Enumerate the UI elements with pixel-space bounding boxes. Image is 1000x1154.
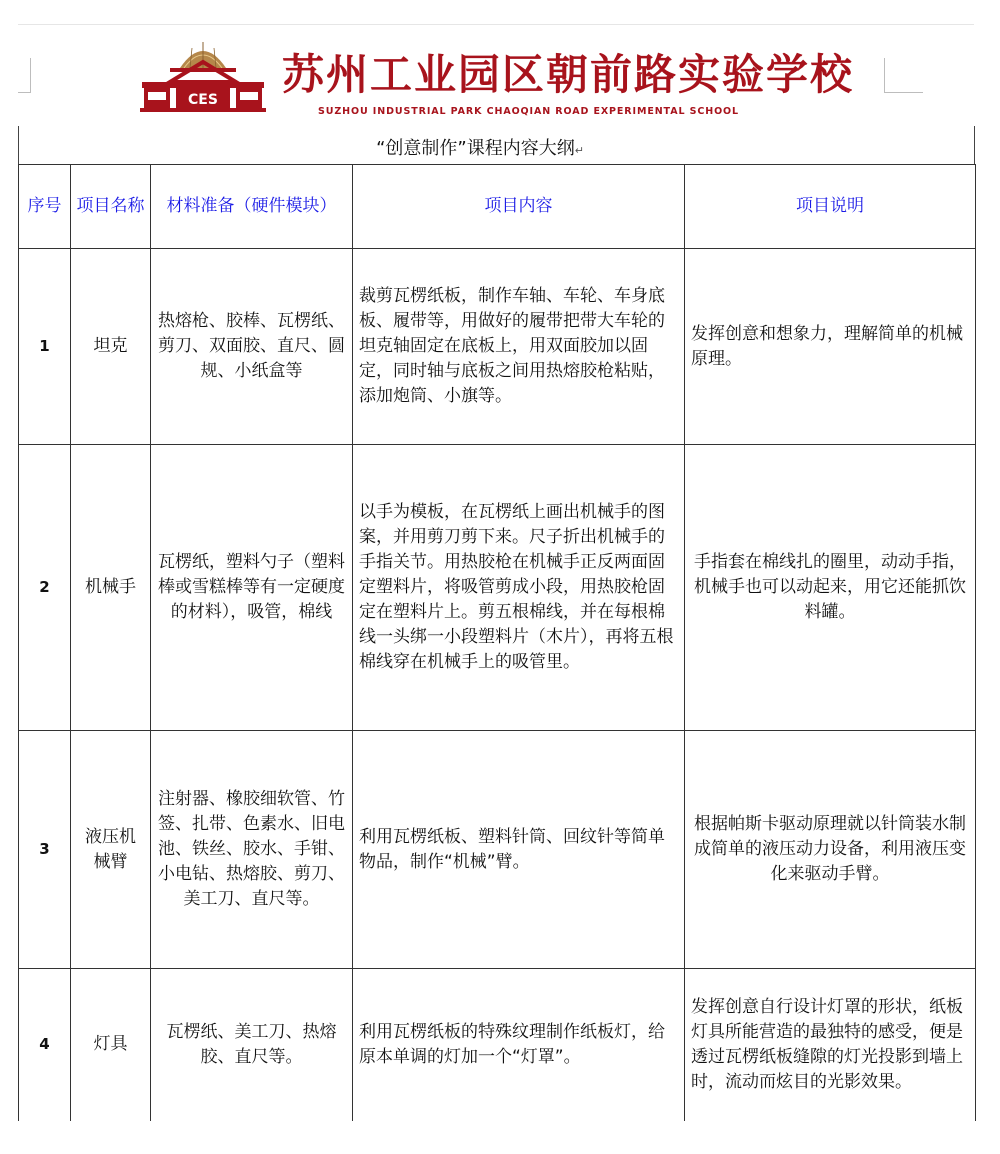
- row-number: 4: [19, 969, 71, 1121]
- content-cell: 以手为模板，在瓦楞纸上画出机械手的图案，并用剪刀剪下来。尺子折出机械手的手指关节。用热胶枪在机械手正反两面固定塑料片，将吸管剪成小段，用热胶枪固定在塑料片上。剪五根棉线，并在每根棉线一头绑一小段塑料片（木片），再将五根棉线穿在机械手上的吸管里。: [353, 445, 685, 731]
- table-row: [19, 445, 976, 731]
- project-name: 液压机械臂: [71, 731, 151, 969]
- column-header-description: 项目说明: [685, 165, 976, 249]
- crop-mark-left: [18, 58, 31, 93]
- table-row: [19, 969, 976, 1121]
- project-name: 灯具: [71, 969, 151, 1121]
- logo-text: CES: [188, 92, 218, 108]
- row-number: 3: [19, 731, 71, 969]
- paragraph-mark: ↵: [574, 144, 584, 157]
- materials-cell: 注射器、橡胶细软管、竹签、扎带、色素水、旧电池、铁丝、胶水、手钳、小电钻、热熔胶、剪刀、美工刀、直尺等。: [151, 731, 353, 969]
- column-header-materials: 材料准备（硬件模块）: [151, 165, 353, 249]
- caption-text: “创意制作”课程内容大纲: [376, 138, 575, 159]
- crop-mark-right: [884, 58, 923, 93]
- description-cell: 发挥创意和想象力，理解简单的机械原理。: [685, 249, 976, 445]
- row-number: 1: [19, 249, 71, 445]
- table-header-row: [19, 165, 976, 249]
- description-cell: 发挥创意自行设计灯罩的形状，纸板灯具所能营造的最独特的感受，便是透过瓦楞纸板缝隙的灯光投影到墙上时，流动而炫目的光影效果。: [685, 969, 976, 1121]
- column-header-name: 项目名称: [71, 165, 151, 249]
- project-name: 机械手: [71, 445, 151, 731]
- project-name: 坦克: [71, 249, 151, 445]
- table-row: [19, 249, 976, 445]
- document-caption: [0, 134, 960, 160]
- description-cell: 根据帕斯卡驱动原理就以针筒装水制成简单的液压动力设备，利用液压变化来驱动手臂。: [685, 731, 976, 969]
- school-name-chinese: 苏州工业园区朝前路实验学校: [282, 50, 855, 99]
- materials-cell: 热熔枪、胶棒、瓦楞纸、剪刀、双面胶、直尺、圆规、小纸盒等: [151, 249, 353, 445]
- content-cell: 利用瓦楞纸板的特殊纹理制作纸板灯，给原本单调的灯加一个“灯罩”。: [353, 969, 685, 1121]
- school-name-english: SUZHOU INDUSTRIAL PARK CHAOQIAN ROAD EXPERIMENTAL SCHOOL: [318, 106, 739, 117]
- school-logo: [140, 38, 266, 112]
- page-top-rule: [18, 24, 974, 25]
- table-row: [19, 731, 976, 969]
- content-cell: 裁剪瓦楞纸板，制作车轴、车轮、车身底板、履带等，用做好的履带把带大车轮的坦克轴固定在底板上，用双面胶加以固定，同时轴与底板之间用热熔胶枪粘贴，添加炮筒、小旗等。: [353, 249, 685, 445]
- column-header-content: 项目内容: [353, 165, 685, 249]
- column-header-number: 序号: [19, 165, 71, 249]
- description-cell: 手指套在棉线扎的圈里，动动手指，机械手也可以动起来，用它还能抓饮料罐。: [685, 445, 976, 731]
- frame-right-rule: [974, 126, 975, 164]
- row-number: 2: [19, 445, 71, 731]
- materials-cell: 瓦楞纸，塑料勺子（塑料棒或雪糕棒等有一定硬度的材料），吸管，棉线: [151, 445, 353, 731]
- materials-cell: 瓦楞纸、美工刀、热熔胶、直尺等。: [151, 969, 353, 1121]
- course-outline-table: [18, 164, 976, 1121]
- content-cell: 利用瓦楞纸板、塑料针筒、回纹针等简单物品，制作“机械”臂。: [353, 731, 685, 969]
